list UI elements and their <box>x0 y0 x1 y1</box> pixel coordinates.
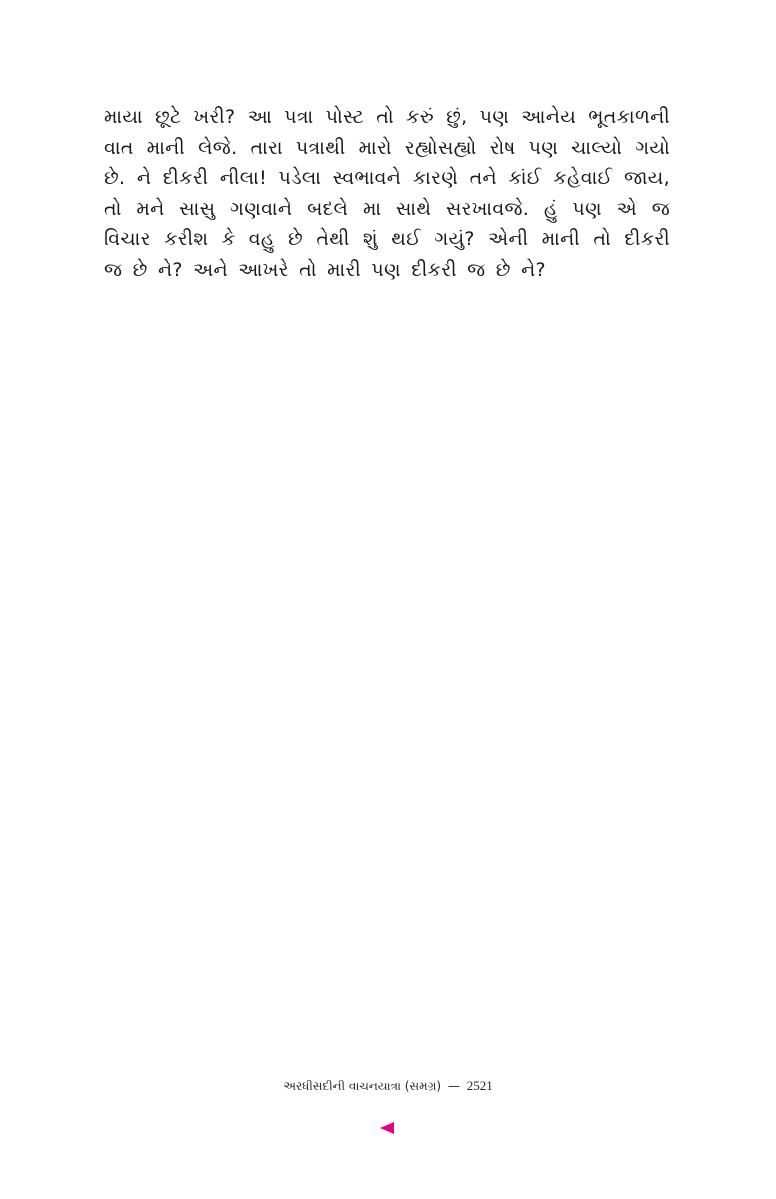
text-line-4: તો મને સાસુ ગણવાને બદલે મા સાથે સરખાવજે. હું પણ એ જ <box>104 197 670 220</box>
page-number: 2521 <box>466 1078 493 1093</box>
text-line-1: માયા છૂટે ખરી? આ પત્રા પોસ્ટ તો કરું છું, પણ આનેય ભૂતકાળની <box>104 106 670 128</box>
text-line-2: વાત માની લેજે. તારા પત્રાથી મારો રહ્યોસહ્યો રોષ પણ ચાલ્યો ગયો <box>104 136 670 159</box>
text-line-3: છે. ને દીકરી નીલા! પડેલા સ્વભાવને કારણે તને કાંઈ કહેવાઈ જાય, <box>104 167 670 189</box>
book-title: અરધીસદીની વાચનયાત્રા (સમગ્ર) <box>283 1079 442 1093</box>
page-footer <box>0 1078 776 1094</box>
text-line-5: વિચાર કરીશ કે વહુ છે તેથી શું થઈ ગયું? એની માની તો દીકરી <box>104 228 670 250</box>
footer-separator: — <box>447 1079 460 1093</box>
back-arrow-icon[interactable] <box>380 1122 394 1134</box>
body-paragraph <box>104 102 670 285</box>
text-line-6: જ છે ને? અને આખરે તો મારી પણ દીકરી જ છે ને? <box>104 258 546 281</box>
